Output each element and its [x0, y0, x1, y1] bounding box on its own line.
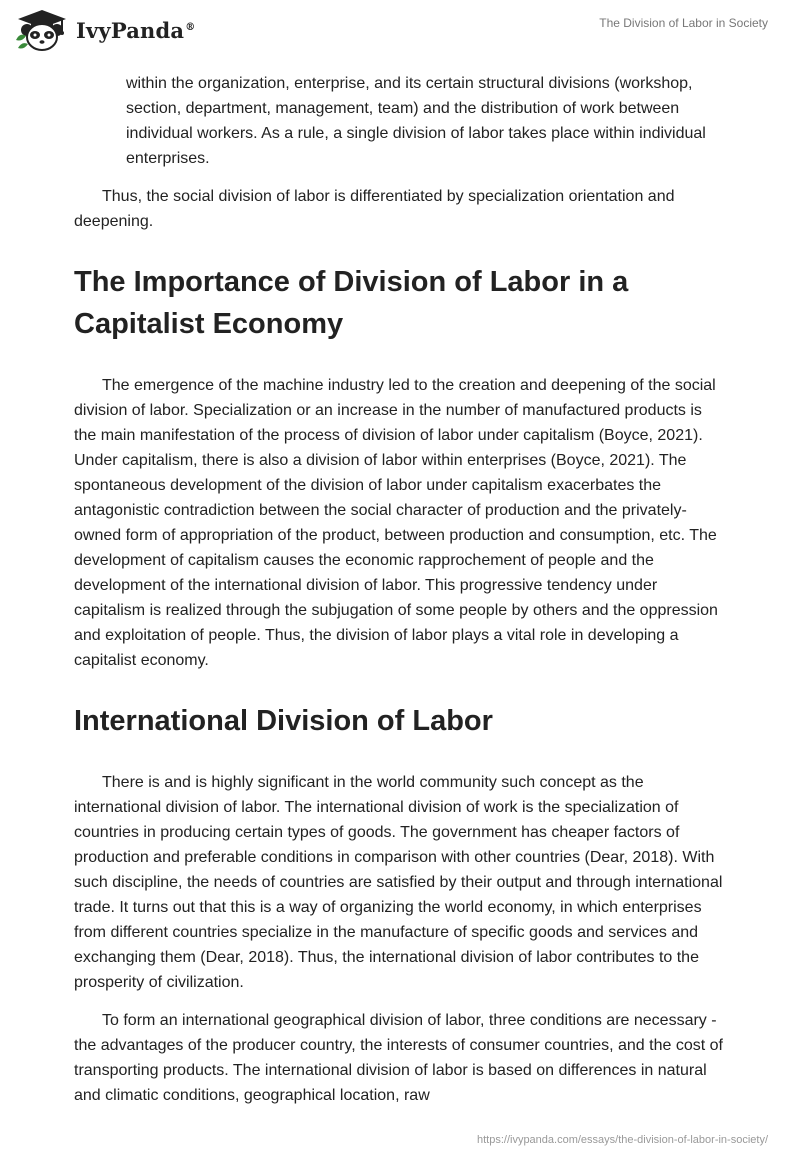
section-heading: International Division of Labor — [74, 705, 493, 737]
paragraph: Thus, the social division of labor is differentiated by specialization orientation and deepening. — [74, 188, 675, 230]
paragraph: There is and is highly significant in the world community such concept as the international division of labor. The international division of work is the specialization of countries in producing certain types of goods. The government has cheaper factors of production and preferable conditions in comparison with other countries (Dear, 2018). With such discipline, the needs of countries are satisfied by their output and through international trade. It turns out that this is a way of organizing the world economy, in which enterprises from different countries specialize in the manufacture of specific goods and services and exchanging them (Dear, 2018). Thus, the international division of labor contributes to the prosperity of civilization. — [74, 774, 723, 991]
page-header — [0, 0, 800, 60]
document-title: The Division of Labor in Society — [599, 16, 768, 30]
essay-body — [74, 71, 724, 1108]
source-url-link[interactable]: https://ivypanda.com/essays/the-division-of-labor-in-society/ — [476, 1134, 768, 1146]
paragraph: The emergence of the machine industry led to the creation and deepening of the social division of labor. Specialization or an increase in the number of manufactured products is the main manifestation of the process of division of labor under capitalism (Boyce, 2021). Under capitalism, there is also a division of labor within enterprises (Boyce, 2021). The spontaneous development of the division of labor under capitalism exacerbates the antagonistic contradiction between the social character of production and the privately-owned form of appropriation of the product, between production and consumption, etc. The development of capitalism causes the economic rapprochement of people and the development of the international division of labor. This progressive tendency under capitalism is realized through the subjugation of some people by others and the oppression and exploitation of people. Thus, the division of labor plays a vital role in developing a capitalist economy. — [74, 377, 718, 669]
section-heading: The Importance of Division of Labor in a Capitalist Economy — [74, 266, 629, 340]
list-item-continuation: within the organization, enterprise, and its certain structural divisions (workshop, section, department, management, team) and the distribution of work between individual workers. As a rule, a single division of labor takes place within individual enterprises. — [126, 75, 706, 167]
ivypanda-logo[interactable] — [14, 8, 195, 52]
brand-name: IvyPanda® — [76, 17, 196, 43]
paragraph: To form an international geographical division of labor, three conditions are necessary - the advantages of the producer country, the interests of consumer countries, and the cost of transporting products. The international division of labor is based on differences in natural and climatic conditions, geographical location, raw — [74, 1012, 723, 1104]
panda-graduate-icon — [14, 8, 70, 52]
